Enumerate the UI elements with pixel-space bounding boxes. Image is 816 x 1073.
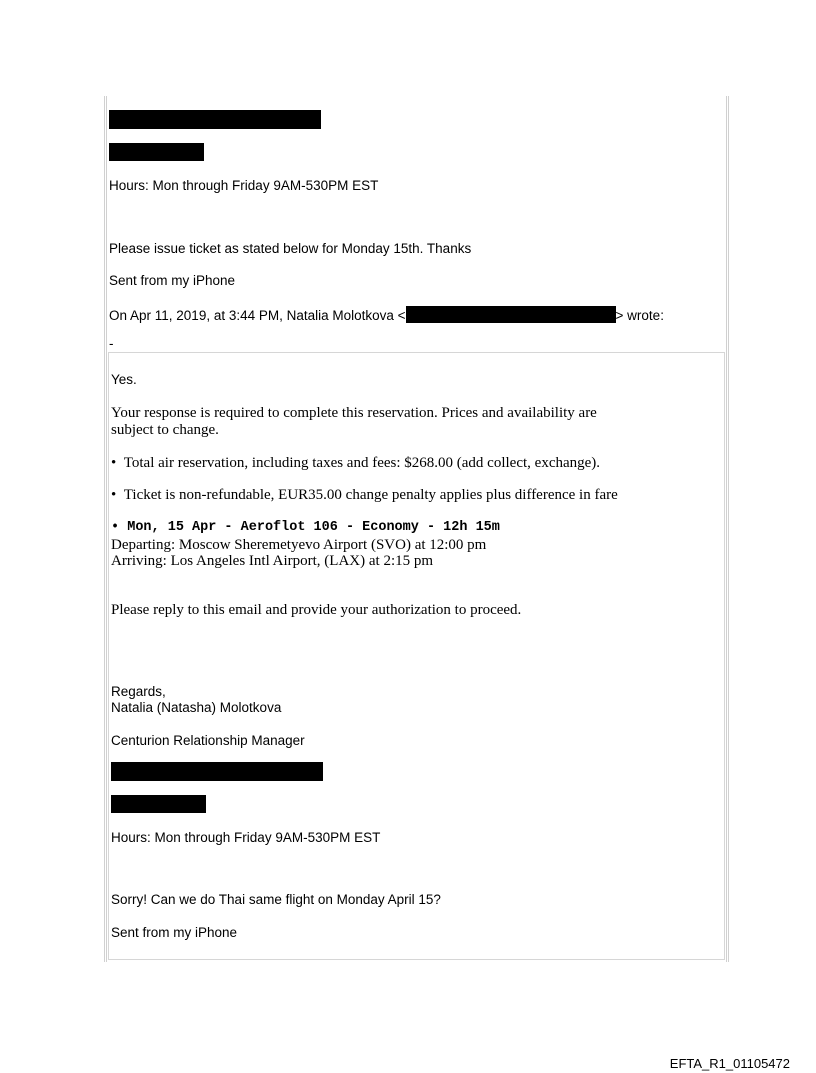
bullet-icon: • <box>111 487 117 503</box>
flight-heading <box>111 520 500 536</box>
separator-dash: - <box>109 336 114 351</box>
reply-authorization: Please reply to this email and provide your authorization to proceed. <box>111 602 522 618</box>
reply-yes: Yes. <box>111 372 137 387</box>
response-required-cont: subject to change. <box>111 422 219 438</box>
total-fare-text: Total air reservation, including taxes and fees: $268.00 (add collect, exchange). <box>123 455 601 471</box>
regards: Regards, <box>111 684 166 699</box>
redacted-block <box>111 795 206 813</box>
quoted-email-box <box>108 352 725 960</box>
redacted-email <box>406 306 616 323</box>
sent-from-iphone: Sent from my iPhone <box>109 273 236 288</box>
quote-header <box>109 306 664 324</box>
sent-from-iphone: Sent from my iPhone <box>111 925 238 940</box>
departing-info: Departing: Moscow Sheremetyevo Airport (SVO) at 12:00 pm <box>111 537 487 553</box>
ticket-terms-text: Ticket is non-refundable, EUR35.00 change penalty applies plus difference in fare <box>123 487 618 503</box>
bullet-total-fare <box>111 455 600 471</box>
redacted-block <box>109 110 321 129</box>
flight-heading-text: Mon, 15 Apr - Aeroflot 106 - Economy - 12h 15m <box>127 520 500 535</box>
flight-question: Sorry! Can we do Thai same flight on Monday April 15? <box>111 892 441 907</box>
sender-name: Natalia (Natasha) Molotkova <box>111 700 282 715</box>
bullet-icon: • <box>111 455 117 471</box>
response-required: Your response is required to complete this reservation. Prices and availability are <box>111 405 597 421</box>
office-hours: Hours: Mon through Friday 9AM-530PM EST <box>111 830 381 845</box>
ticket-request: Please issue ticket as stated below for Monday 15th. Thanks <box>109 241 472 256</box>
office-hours: Hours: Mon through Friday 9AM-530PM EST <box>109 178 379 193</box>
quote-header-suffix: > wrote: <box>615 308 664 323</box>
quote-header-prefix: On Apr 11, 2019, at 3:44 PM, Natalia Molotkova < <box>109 308 406 323</box>
redacted-block <box>111 762 323 781</box>
document-id: EFTA_R1_01105472 <box>669 1056 790 1071</box>
bullet-icon: • <box>111 520 120 535</box>
sender-role: Centurion Relationship Manager <box>111 733 305 748</box>
bullet-ticket-terms <box>111 487 618 503</box>
redacted-block <box>109 143 204 161</box>
arriving-info: Arriving: Los Angeles Intl Airport, (LAX) at 2:15 pm <box>111 553 434 569</box>
